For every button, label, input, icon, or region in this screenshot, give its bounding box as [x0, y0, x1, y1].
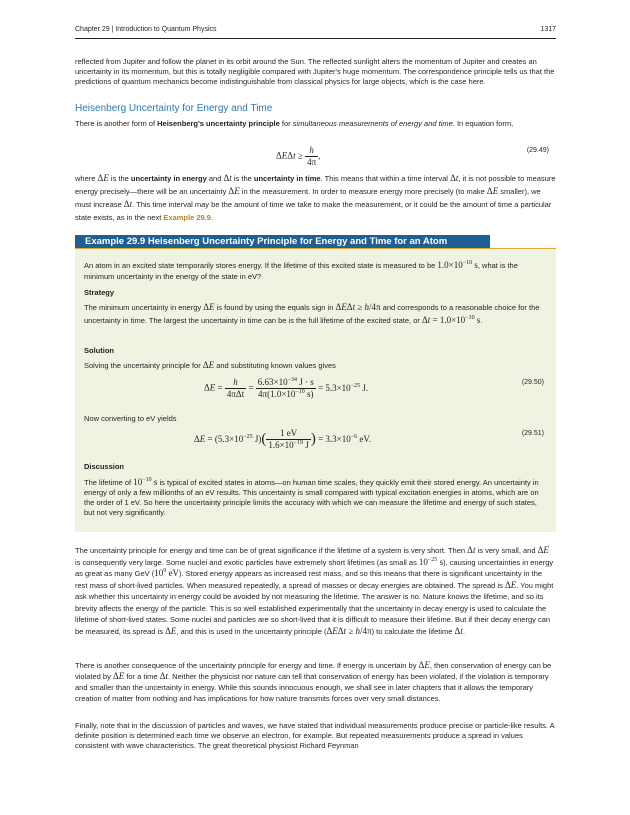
- section-paragraph-1: There is another form of Heisenberg's uncertainty principle for simultaneous measurements of energy and time. In equation form,: [75, 119, 514, 128]
- example-banner: Example 29.9 Heisenberg Uncertainty Principle for Energy and Time for an Atom: [75, 235, 490, 248]
- equation-29-50: ΔE = $\frac{h}{\text{4πΔt}}$ = $\frac{6.63\times 10^{-34} J \cdot s}{4\pi(1.0\times 10^{-10} s)}$ = $5.3\times 10^{-25}$ J.: [204, 377, 369, 399]
- equation-29-51: $\Delta E = (5.3\times 10^{-25}$ J)( $\frac{1 eV}{1.6\times 10^{-19} J}$ ) = $3.3\times 10^{-6}$ eV.: [194, 428, 371, 450]
- strategy-heading: Strategy: [84, 288, 115, 297]
- solution-heading: Solution: [84, 346, 114, 355]
- after-paragraph-3: Finally, note that in the discussion of particles and waves, we have stated that individual measurements produce precise or particle-like results. A definite position is determined each time we observe an electron, for example. But repeated measurements produce a spread in values consistent with wave characteristics. The great theoretical physicist Richard Feynman: [75, 721, 555, 750]
- example-problem: An atom in an excited state temporarily stores energy. If the lifetime of this excited state is measured to be $1.0\times 10^{-10}$ s, what is the minimum uncertainty in the energy of the state in eV?: [84, 260, 518, 281]
- intro-paragraph: reflected from Jupiter and follow the planet in its orbit around the Sun. The reflected sunlight alters the momentum of Jupiter and creates an uncertainty in its momentum, but this is totally negligible compared with Jupiter's huge momentum. The correspondence principle tells us that the predictions of quantum mechanics become indistinguishable from classical physics for large objects, which is the case here.: [75, 57, 555, 86]
- after-paragraph-1: The uncertainty principle for energy and time can be of great significance if the lifetime of a system is very short. Then Δt is very small, and ΔE is consequently very large. Some nuclei and exotic particles have extremely short lifetimes (as small as $10^{-25}$ s), causing uncertainties in energy as great as many GeV ($10^9$ eV). Stored energy appears as increased rest mass, and so this means that there is significant uncertainty in the rest mass of short-lived particles. When measured repeatedly, a spread of masses or decay energies are obtained. The spread is ΔE. You might ask whether this uncertainty in energy could be avoided by not measuring the lifetime. The answer is no. Nature knows the lifetime, and so its brevity affects the energy of the particle. This is so well established experimentally that the uncertainty in decay energy is used to calculate the lifetime of short-lived states. Some nuclei and particles are so short-lived that it is difficult to measure their lifetime. But if their decay energy can be measured, its spread is ΔE, and this is used in the uncertainty principle (ΔEΔt ≥ h/4π) to calculate the lifetime Δt.: [75, 545, 554, 636]
- discussion-heading: Discussion: [84, 462, 125, 471]
- convert-text: Now converting to eV yields: [84, 414, 177, 423]
- solution-text: Solving the uncertainty principle for ΔE and substituting known values gives: [84, 360, 336, 370]
- discussion-text: The lifetime of $10^{-10}$ s is typical of excited states in atoms—on human time scales, they quickly emit their stored energy. An uncertainty in energy of only a few millionths of an eV results. This uncertainty is small compared with typical excitation energies in atoms, which are on the order of 1 eV. So here the uncertainty principle limits the accuracy with which we can measure the lifetime and energy of such states, but not very significantly.: [84, 477, 539, 517]
- running-header-chapter: Chapter 29 | Introduction to Quantum Physics: [75, 26, 217, 33]
- section-paragraph-2: where ΔE is the uncertainty in energy and Δt is the uncertainty in time. This means that within a time interval Δt, it is not possible to measure energy precisely—there will be an uncertainty ΔE in the measurement. In order to measure energy more precisely (to make ΔE smaller), we must increase Δt. This time interval may be the amount of time we take to make the measurement, or it could be the amount of time a particular state exists, as in the next Example 29.9.: [75, 173, 556, 222]
- equation-number-29-49: (29.49): [526, 147, 549, 154]
- after-paragraph-2: There is another consequence of the uncertainty principle for energy and time. If energy is uncertain by ΔE, then conservation of energy can be violated by ΔE for a time Δt. Neither the physicist nor nature can tell that conservation of energy has been violated, if the violation is temporary and smaller than the uncertainty in energy. While this sounds innocuous enough, we shall see in later chapters that it allows the temporary creation of matter from nothing and has implications for how nature transmits forces over very small distances.: [75, 660, 552, 703]
- equation-number-29-50: (29.50): [521, 379, 544, 386]
- example-29-9-link[interactable]: Example 29.9: [163, 213, 211, 222]
- page-number: 1317: [540, 26, 556, 33]
- equation-number-29-51: (29.51): [521, 430, 544, 437]
- header-rule: [75, 38, 556, 39]
- strategy-text: The minimum uncertainty in energy ΔE is found by using the equals sign in ΔEΔt ≥ h/4π and corresponds to a reasonable choice for the uncertainty in time. The largest the uncertainty in time can be is the full lifetime of the excited state, or $\Delta t = 1.0\times 10^{-10}$ s.: [84, 302, 540, 325]
- equation-29-49: ΔEΔt ≥ $\frac{h}{4\pi}$ ,: [276, 145, 321, 167]
- section-heading: Heisenberg Uncertainty for Energy and Time: [75, 103, 273, 114]
